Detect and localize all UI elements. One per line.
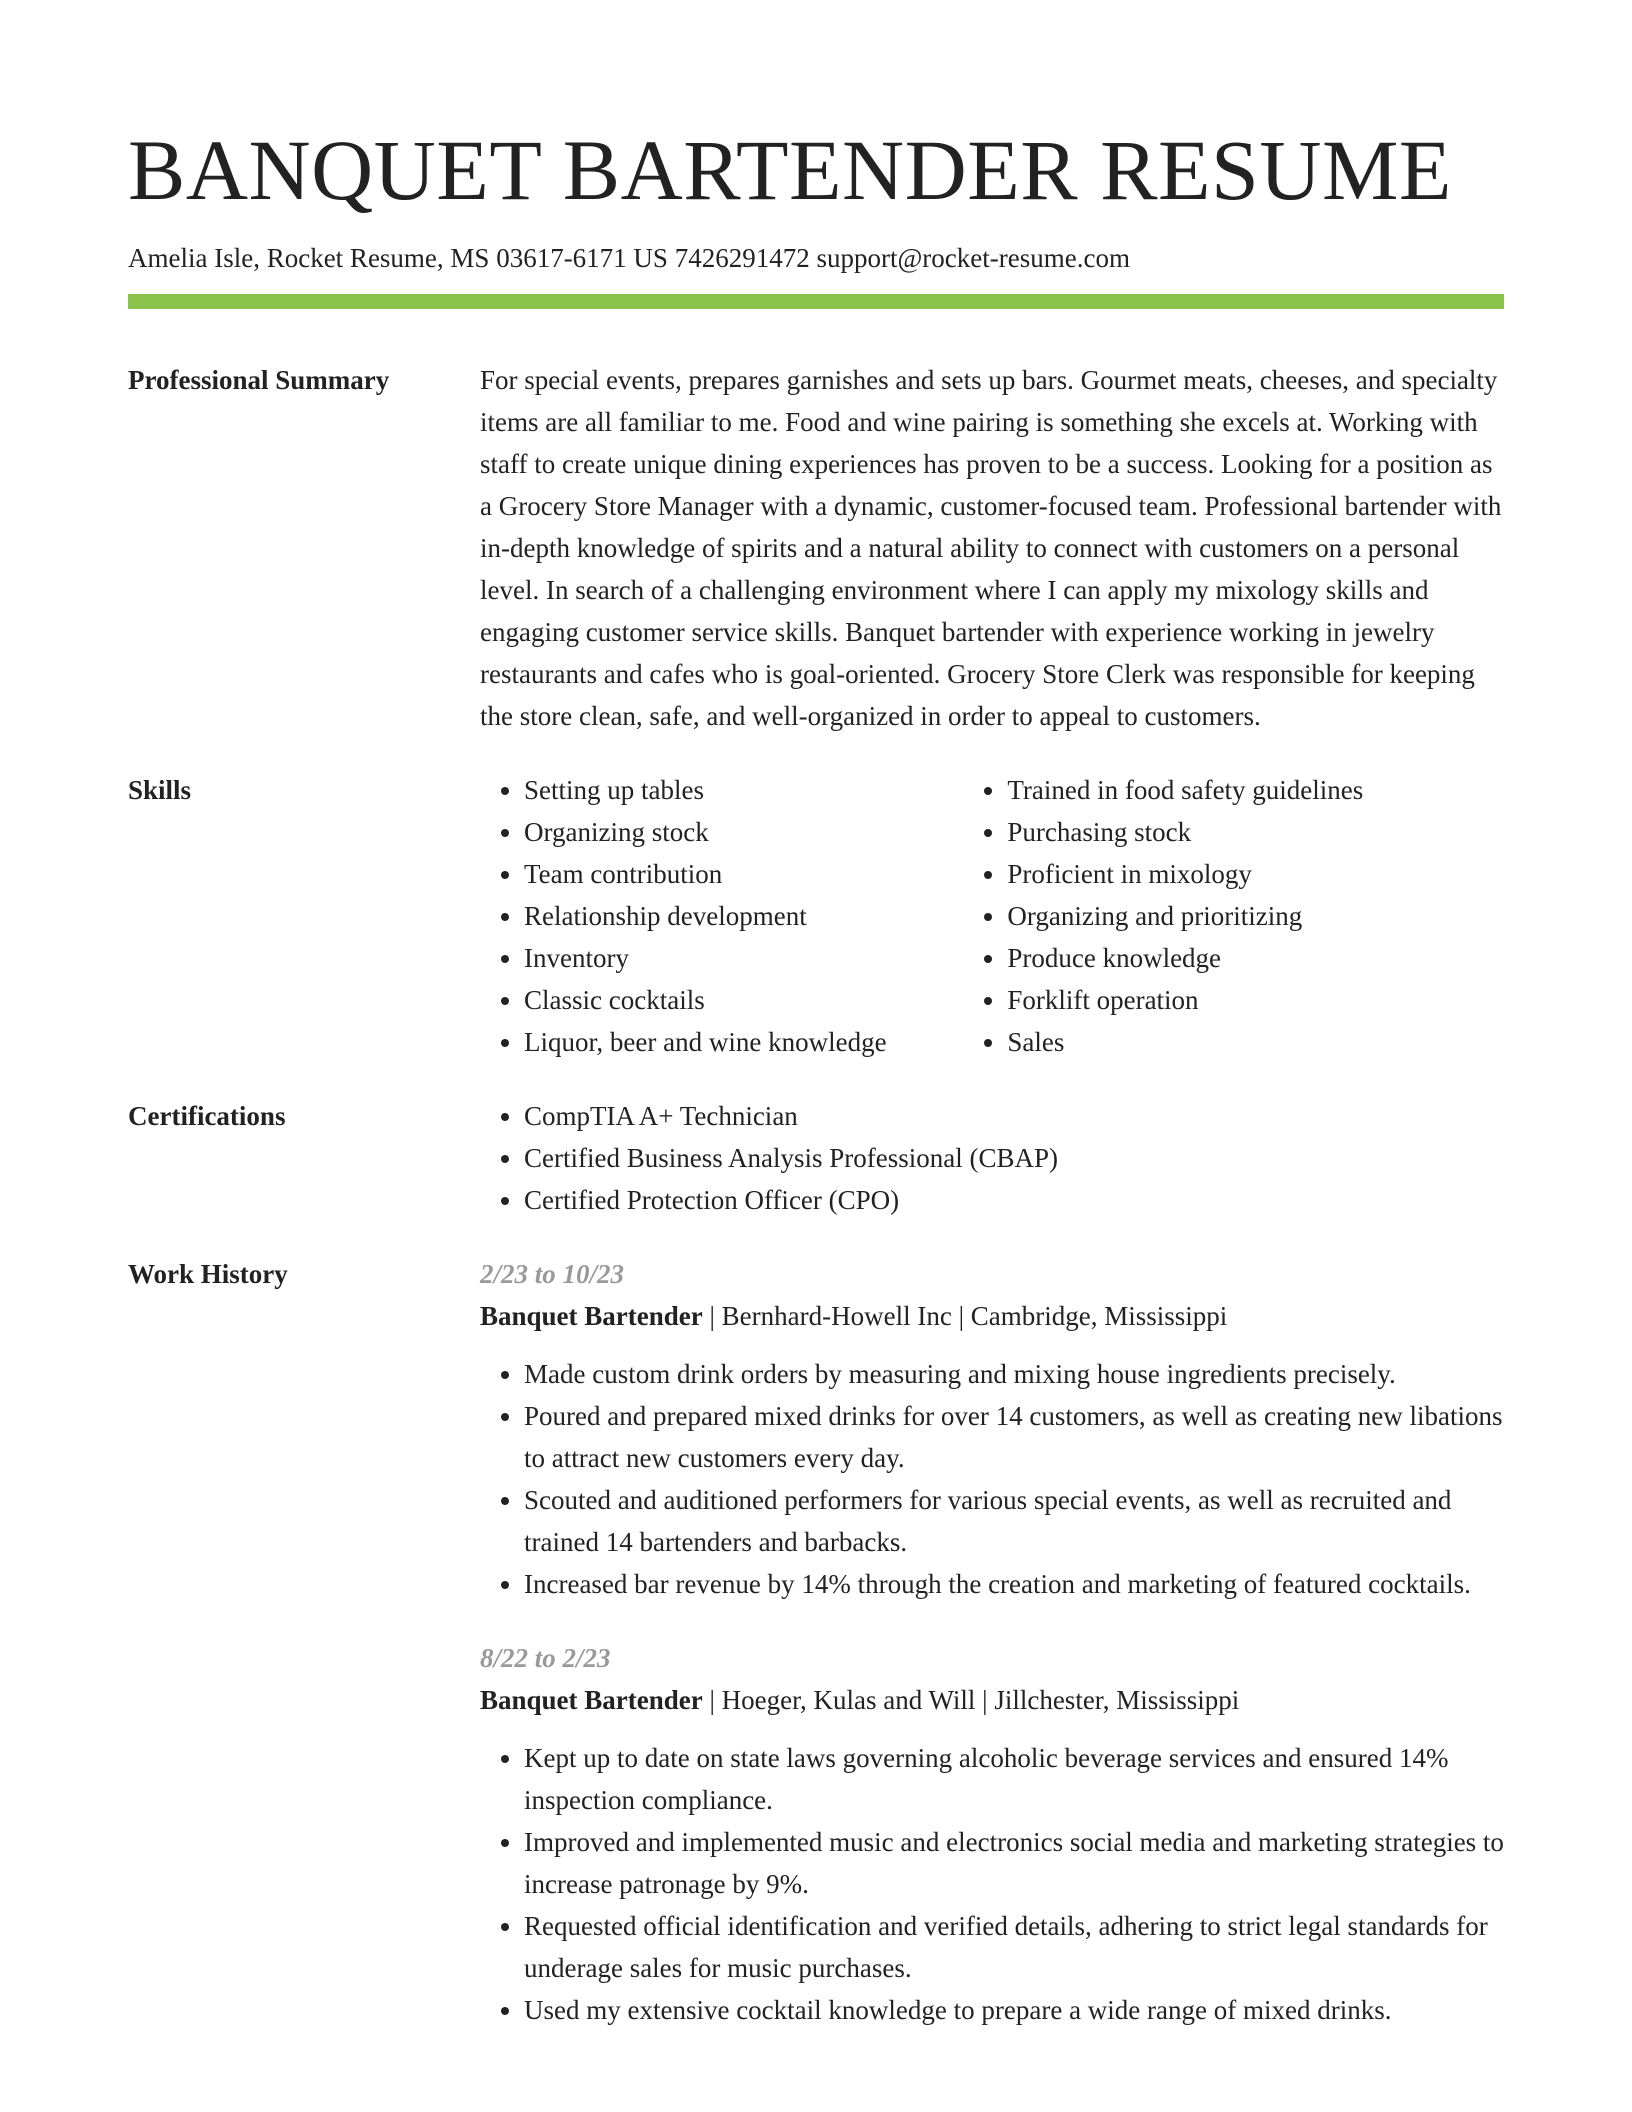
job-bullet: • Increased bar revenue by 14% through the creation and marketing of featured cocktails. bbox=[524, 1563, 1504, 1605]
skill-item: • Produce knowledge bbox=[1007, 937, 1504, 979]
accent-divider bbox=[128, 294, 1504, 309]
certification-item: • Certified Protection Officer (CPO) bbox=[524, 1179, 1504, 1221]
job-title: Banquet Bartender bbox=[480, 1685, 703, 1715]
job-entry bbox=[480, 1637, 1504, 2031]
skill-item: • Team contribution bbox=[524, 853, 963, 895]
skill-item: • Classic cocktails bbox=[524, 979, 963, 1021]
skill-item: • Liquor, beer and wine knowledge bbox=[524, 1021, 963, 1063]
job-bullet: • Used my extensive cocktail knowledge to prepare a wide range of mixed drinks. bbox=[524, 1989, 1504, 2031]
job-details: | Bernhard-Howell Inc | Cambridge, Mississippi bbox=[702, 1301, 1228, 1331]
job-bullet: • Made custom drink orders by measuring and mixing house ingredients precisely. bbox=[524, 1353, 1504, 1395]
skills-list-left bbox=[480, 769, 963, 1063]
section-label-summary: Professional Summary bbox=[128, 365, 390, 395]
skill-item: • Sales bbox=[1007, 1021, 1504, 1063]
skill-item: • Forklift operation bbox=[1007, 979, 1504, 1021]
skill-item: • Trained in food safety guidelines bbox=[1007, 769, 1504, 811]
skill-item: • Proficient in mixology bbox=[1007, 853, 1504, 895]
skills-section bbox=[128, 769, 1504, 1063]
resume-title: BANQUET BARTENDER RESUME bbox=[128, 122, 1452, 218]
job-heading bbox=[480, 1679, 1504, 1721]
resume-page bbox=[128, 120, 1504, 2031]
certifications-list bbox=[480, 1095, 1504, 1221]
job-bullets bbox=[480, 1353, 1504, 1605]
summary-section bbox=[128, 359, 1504, 737]
job-bullet: • Scouted and auditioned performers for various special events, as well as recruited and trained 14 bartenders and barbacks. bbox=[524, 1479, 1504, 1563]
section-label-work-history: Work History bbox=[128, 1259, 288, 1289]
skills-list-right bbox=[963, 769, 1504, 1063]
work-history-section bbox=[128, 1253, 1504, 2031]
skill-item: • Setting up tables bbox=[524, 769, 963, 811]
certifications-section bbox=[128, 1095, 1504, 1221]
certification-item: • Certified Business Analysis Professional (CBAP) bbox=[524, 1137, 1504, 1179]
job-title: Banquet Bartender bbox=[480, 1301, 703, 1331]
job-heading bbox=[480, 1295, 1504, 1337]
skill-item: • Organizing stock bbox=[524, 811, 963, 853]
job-dates: 8/22 to 2/23 bbox=[480, 1643, 611, 1673]
skill-item: • Purchasing stock bbox=[1007, 811, 1504, 853]
section-label-skills: Skills bbox=[128, 775, 192, 805]
job-bullets bbox=[480, 1737, 1504, 2031]
job-entry bbox=[480, 1253, 1504, 1605]
skill-item: • Relationship development bbox=[524, 895, 963, 937]
skill-item: • Organizing and prioritizing bbox=[1007, 895, 1504, 937]
section-label-certifications: Certifications bbox=[128, 1101, 286, 1131]
job-details: | Hoeger, Kulas and Will | Jillchester, Mississippi bbox=[702, 1685, 1240, 1715]
contact-line: Amelia Isle, Rocket Resume, MS 03617-6171 US 7426291472 support@rocket-resume.com bbox=[128, 243, 1130, 273]
job-bullet: • Requested official identification and verified details, adhering to strict legal standards for underage sales for music purchases. bbox=[524, 1905, 1504, 1989]
job-dates: 2/23 to 10/23 bbox=[480, 1259, 625, 1289]
job-bullet: • Poured and prepared mixed drinks for over 14 customers, as well as creating new libations to attract new customers every day. bbox=[524, 1395, 1504, 1479]
job-bullet: • Improved and implemented music and electronics social media and marketing strategies to increase patronage by 9%. bbox=[524, 1821, 1504, 1905]
job-bullet: • Kept up to date on state laws governing alcoholic beverage services and ensured 14% inspection compliance. bbox=[524, 1737, 1504, 1821]
certification-item: • CompTIA A+ Technician bbox=[524, 1095, 1504, 1137]
summary-text: For special events, prepares garnishes and sets up bars. Gourmet meats, cheeses, and specialty items are all familiar to me. Food and wine pairing is something she excels at. Working with staff to create unique dining experiences has proven to be a success. Looking for a position as a Grocery Store Manager with a dynamic, customer-focused team. Professional bartender with in-depth knowledge of spirits and a natural ability to connect with customers on a personal level. In search of a challenging environment where I can apply my mixology skills and engaging customer service skills. Banquet bartender with experience working in jewelry restaurants and cafes who is goal-oriented. Grocery Store Clerk was responsible for keeping the store clean, safe, and well-organized in order to appeal to customers. bbox=[480, 365, 1502, 731]
skill-item: • Inventory bbox=[524, 937, 963, 979]
